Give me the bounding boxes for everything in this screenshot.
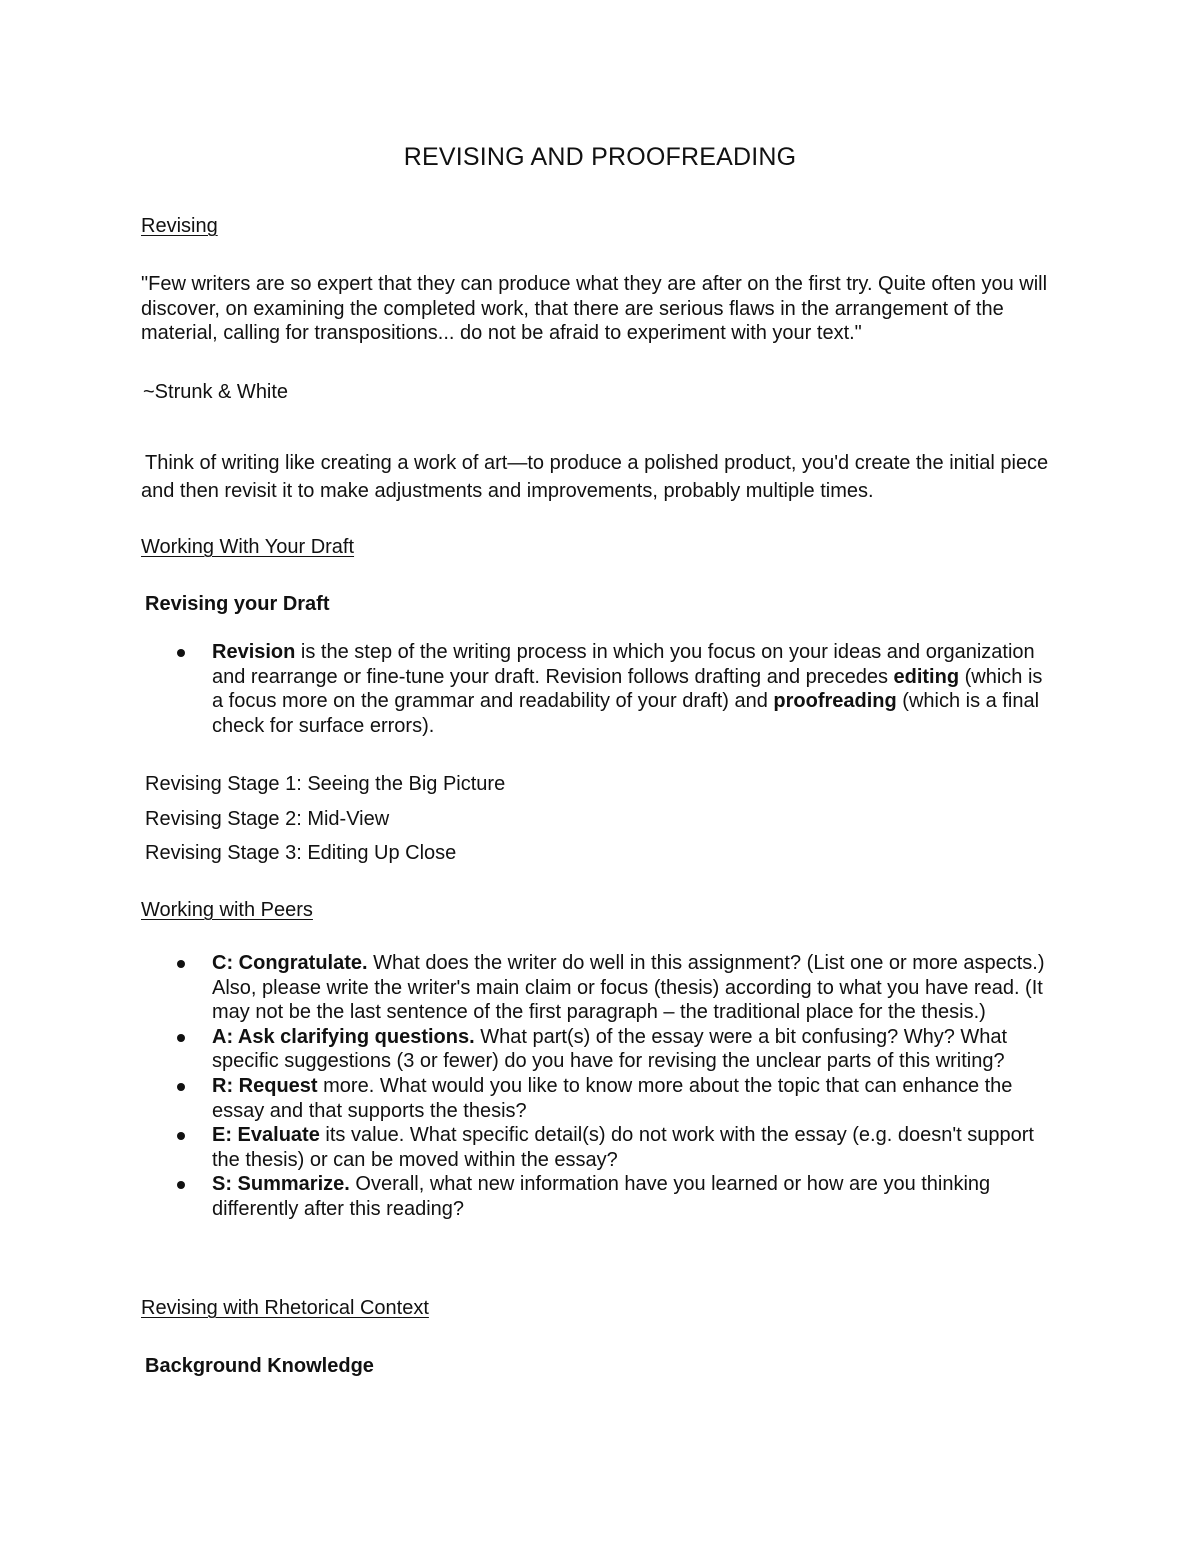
strunk-white-quote: "Few writers are so expert that they can produce what they are after on the first try. Quite often you will discover, on examining the completed work, that there are serious flaws in the arrangement of the material, calling for transpositions... do not be afraid to experiment with your text." [141,273,1048,344]
list-item [177,640,1057,738]
term-evaluate: E: Evaluate [212,1124,320,1147]
bullet-icon [177,1083,185,1091]
bullet-text: its value. What specific detail(s) do not work with the essay (e.g. doesn't support the thesis) or can be moved within the essay? [212,1124,1034,1171]
art-paragraph: Think of writing like creating a work of art—to produce a polished product, you'd create the initial piece and then revisit it to make adjustments and improvements, probably multiple times. [141,452,1049,502]
term-editing: editing [893,665,960,688]
term-revision: Revision [212,641,296,663]
section-heading-working-with-draft: Working With Your Draft [141,536,355,558]
list-item [177,1172,1057,1221]
bullet-text: (which is a focus more on the grammar and readability of your draft) and [212,665,1043,713]
revising-stage-2: Revising Stage 2: Mid-View [145,808,390,830]
bullet-text: is the step of the writing process in which you focus on your ideas and organization and rearrange or fine-tune your draft. Revision follows drafting and precedes [212,641,1035,688]
list-item [177,1074,1057,1123]
subheading-background-knowledge: Background Knowledge [145,1355,374,1377]
bullet-text: What does the writer do well in this assignment? (List one or more aspects.) Also, please write the writer's main claim or focus (thesis) according to what you have read. (It may not be the last sentence of the first paragraph – the traditional place for the thesis.) [212,952,1045,1024]
document-title: REVISING AND PROOFREADING [403,143,797,171]
term-congratulate: C: Congratulate. [212,952,368,974]
bullet-text: (which is a final check for surface errors). [212,690,1040,737]
peers-bullet-list [177,951,1057,1222]
bullet-icon [177,649,185,657]
bullet-icon [177,1034,185,1042]
term-proofreading: proofreading [773,690,897,713]
bullet-icon [177,960,185,968]
revising-stage-1: Revising Stage 1: Seeing the Big Picture [145,773,506,795]
bullet-text: What part(s) of the essay were a bit confusing? Why? What specific suggestions (3 or fewer) do you have for revising the unclear parts of this writing? [212,1025,1008,1073]
bullet-icon [177,1181,185,1189]
term-request: R: Request [212,1074,318,1097]
list-item [177,1123,1057,1172]
list-item [177,1025,1057,1074]
list-item [177,951,1057,1025]
term-summarize: S: Summarize. [212,1173,350,1196]
quote-attribution: ~Strunk & White [143,381,289,403]
bullet-icon [177,1132,185,1140]
bullet-text: Overall, what new information have you learned or how are you thinking differently after this reading? [212,1173,991,1220]
section-heading-working-with-peers: Working with Peers [141,899,313,921]
term-ask: A: Ask clarifying questions. [212,1025,475,1048]
section-heading-rhetorical-context: Revising with Rhetorical Context [141,1297,429,1319]
revising-stage-3: Revising Stage 3: Editing Up Close [145,842,457,864]
bullet-text: more. What would you like to know more about the topic that can enhance the essay and that supports the thesis? [212,1074,1013,1122]
subheading-revising-your-draft: Revising your Draft [145,593,330,615]
revision-bullet-list [177,640,1057,738]
section-heading-revising: Revising [141,215,218,237]
